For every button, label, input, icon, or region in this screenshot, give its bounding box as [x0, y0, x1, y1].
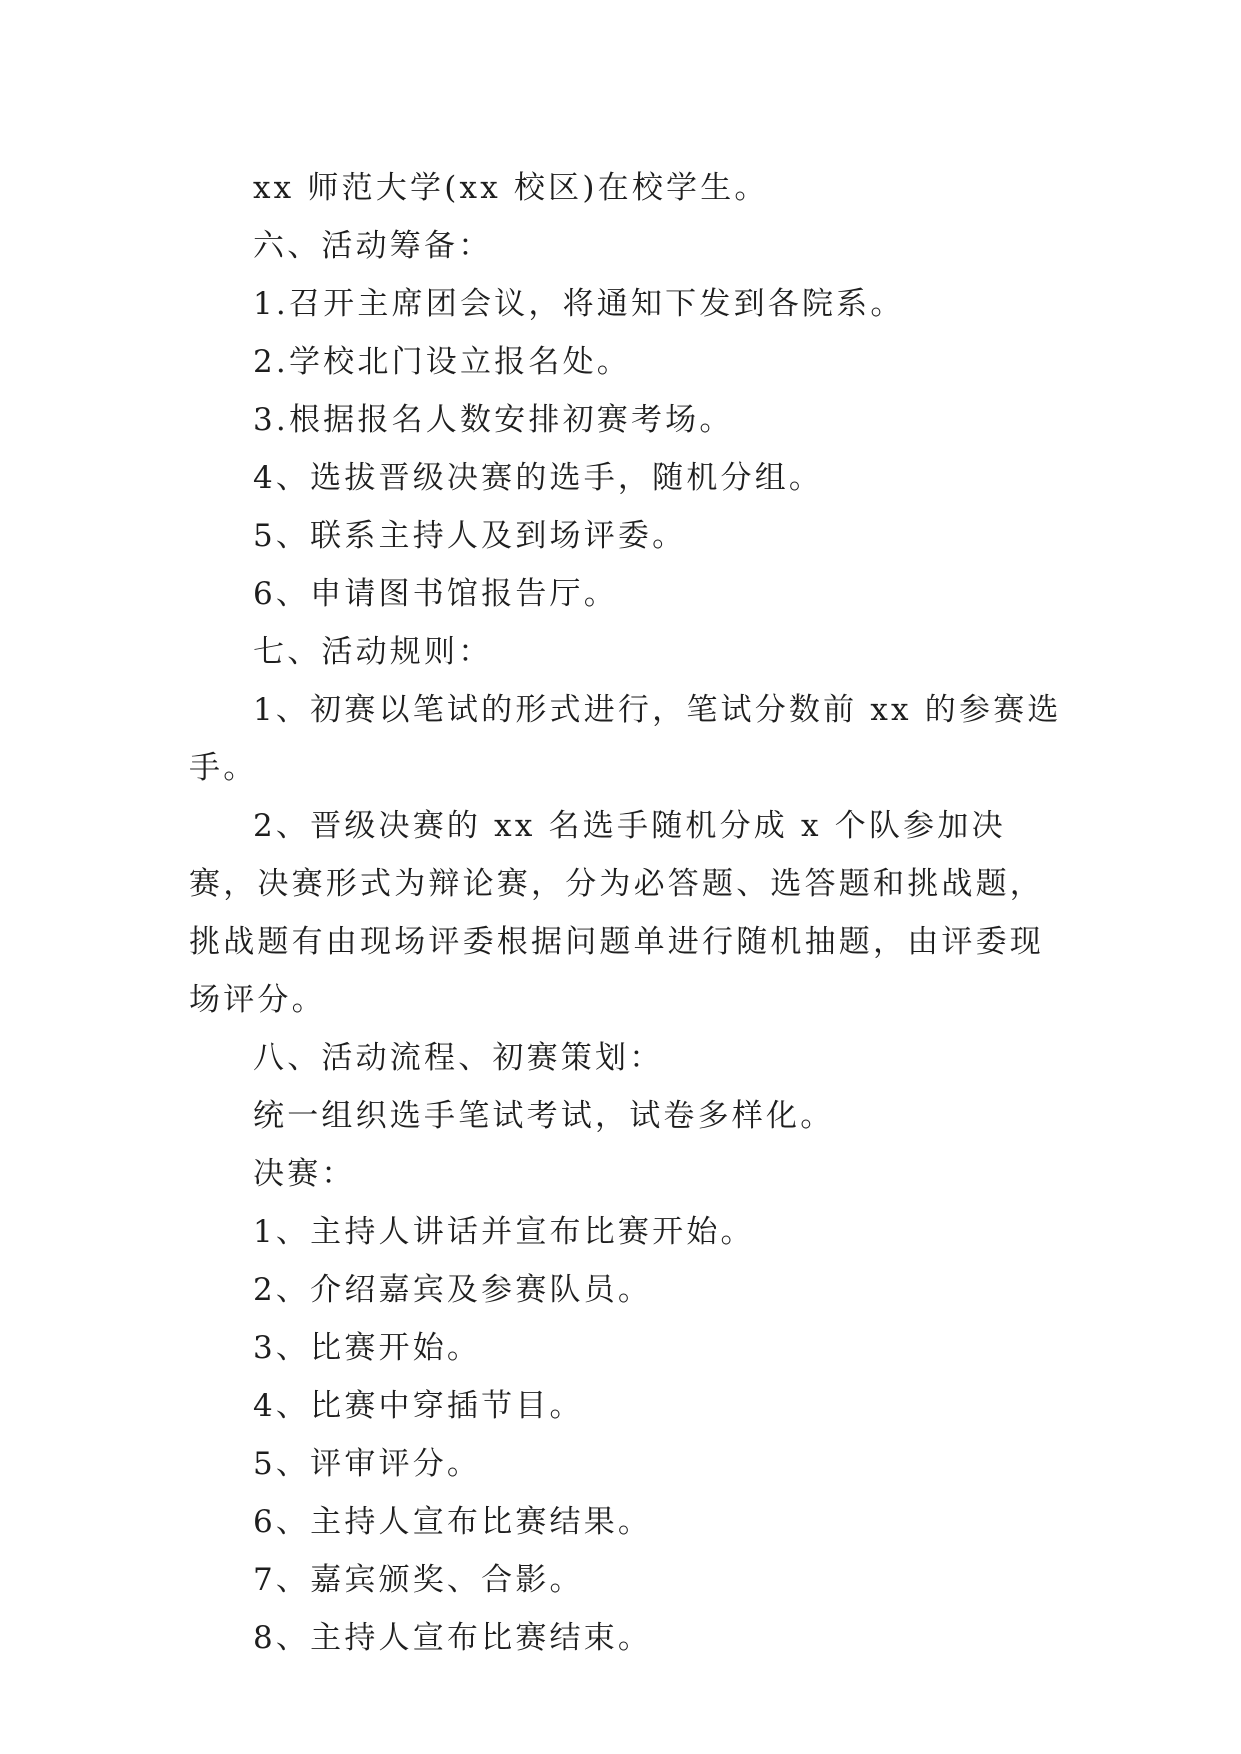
list-item: 4、比赛中穿插节目。: [253, 1388, 584, 1424]
list-item: 6、申请图书馆报告厅。: [253, 576, 618, 612]
list-item: 5、评审评分。: [253, 1446, 482, 1482]
list-item: 1.召开主席团会议，将通知下发到各院系。: [253, 286, 905, 322]
document-body: [189, 159, 1069, 1667]
list-item: 1、主持人讲话并宣布比赛开始。: [253, 1214, 755, 1250]
list-item: 2、晋级决赛的 xx 名选手随机分成 x 个队参加决赛，决赛形式为辩论赛，分为必答题、选答题和挑战题，挑战题有由现场评委根据问题单进行随机抽题，由评委现场评分。: [189, 808, 1044, 1018]
list-item: 2.学校北门设立报名处。: [253, 344, 631, 380]
heading-process: 八、活动流程、初赛策划：: [253, 1040, 664, 1076]
paragraph-eligible-students: xx 师范大学(xx 校区)在校学生。: [253, 170, 769, 206]
list-item: 1、初赛以笔试的形式进行，笔试分数前 xx 的参赛选手。: [189, 692, 1062, 786]
list-item: 8、主持人宣布比赛结束。: [253, 1620, 653, 1656]
paragraph-written-exam: 统一组织选手笔试考试，试卷多样化。: [253, 1098, 835, 1134]
list-item: 4、选拔晋级决赛的选手，随机分组。: [253, 460, 824, 496]
heading-final: 决赛：: [253, 1156, 356, 1192]
list-item: 2、介绍嘉宾及参赛队员。: [253, 1272, 653, 1308]
heading-rules: 七、活动规则：: [253, 634, 493, 670]
list-item: 3.根据报名人数安排初赛考场。: [253, 402, 734, 438]
list-item: 6、主持人宣布比赛结果。: [253, 1504, 653, 1540]
heading-preparation: 六、活动筹备：: [253, 228, 493, 264]
list-item: 5、联系主持人及到场评委。: [253, 518, 687, 554]
list-item: 3、比赛开始。: [253, 1330, 482, 1366]
list-item: 7、嘉宾颁奖、合影。: [253, 1562, 584, 1598]
